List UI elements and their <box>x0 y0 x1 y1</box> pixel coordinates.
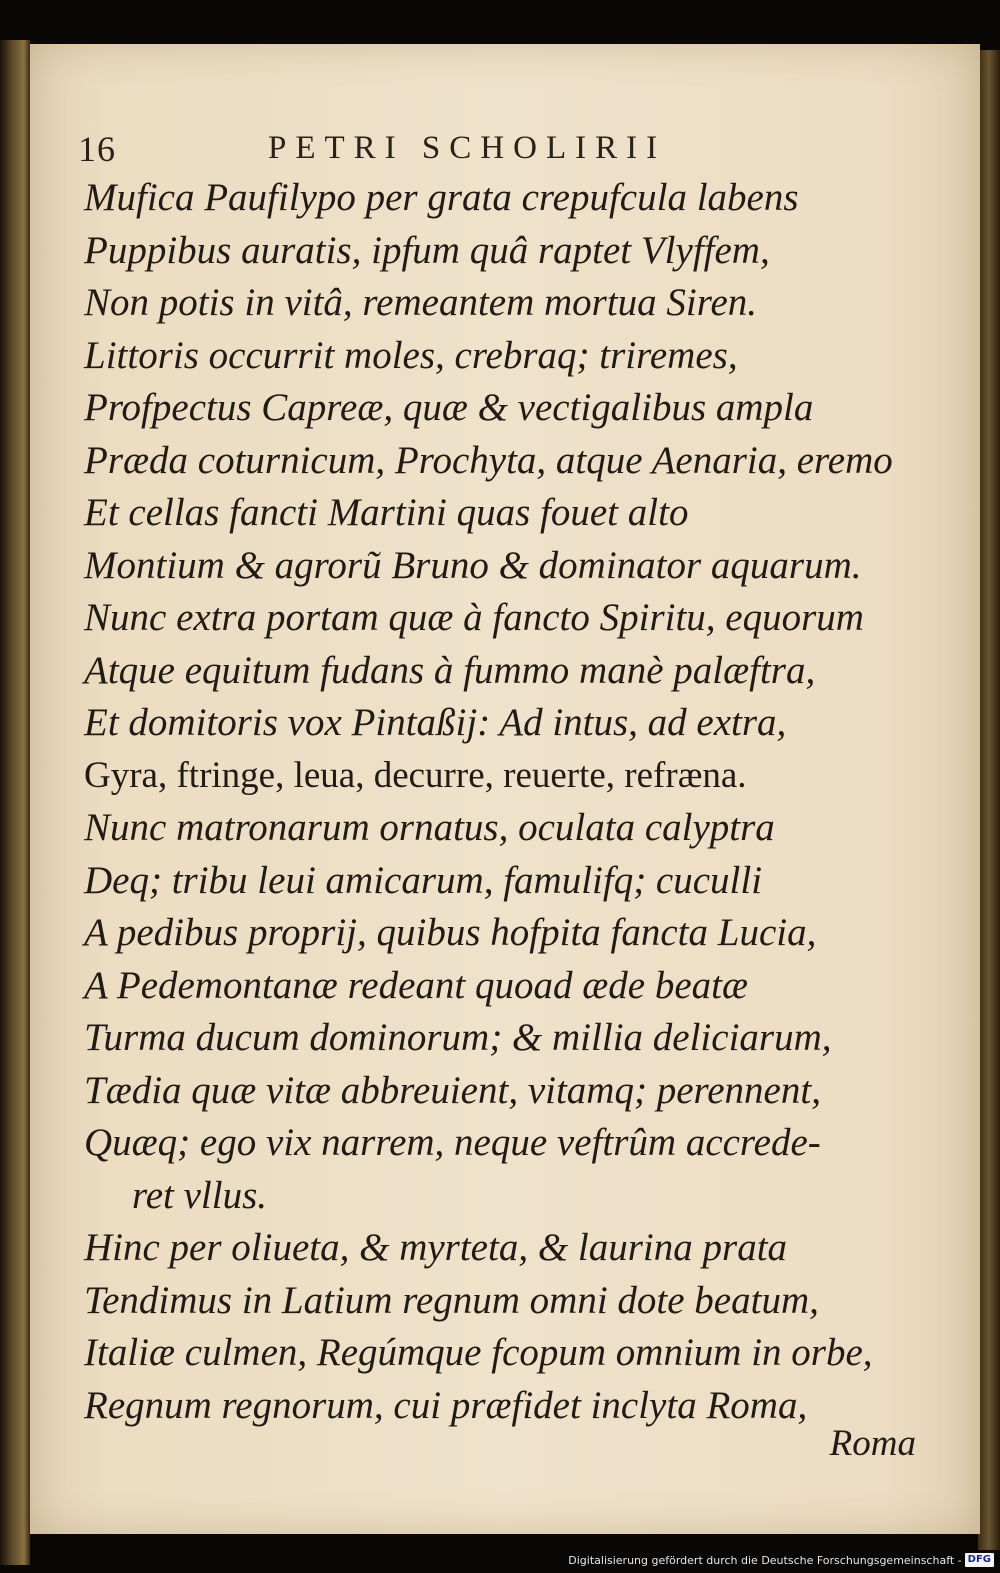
verse-line: Hinc per oliueta, & myrteta, & laurina prata <box>84 1226 788 1269</box>
book-cover-left-edge <box>0 40 30 1565</box>
verse-line: Puppibus auratis, ipfum quâ raptet Vlyffem, <box>84 228 770 272</box>
running-head <box>78 128 920 174</box>
verse-line: Mufica Paufilypo per grata crepufcula labens <box>84 176 799 219</box>
verse-line: Et cellas fancti Martini quas fouet alto <box>84 491 689 534</box>
verse-line: Montium & agrorũ Bruno & dominator aquarum. <box>84 543 862 587</box>
verse-line: Gyra, ftringe, leua, decurre, reuerte, refræna. <box>84 754 747 796</box>
book-cover-right-edge <box>978 50 1000 1550</box>
verse-line: Tædia quæ vitæ abbreuient, vitamq; perennent, <box>84 1068 821 1112</box>
catchword: Roma <box>829 1423 916 1464</box>
verse-line: Deq; tribu leui amicarum, famulifq; cuculli <box>84 858 763 902</box>
verse-line: Regnum regnorum, cui præfidet inclyta Roma, <box>84 1383 808 1427</box>
credit-text: Digitalisierung gefördert durch die Deutsche Forschungsgemeinschaft - <box>568 1553 962 1567</box>
verse-body <box>84 172 950 1432</box>
verse-line: Non potis in vitâ, remeantem mortua Siren. <box>84 281 758 324</box>
book-page <box>30 44 980 1534</box>
page-number: 16 <box>78 129 116 169</box>
verse-line: Quæq; ego vix narrem, neque veftrûm accrede- <box>84 1121 821 1164</box>
verse-line: Tendimus in Latium regnum omni dote beatum, <box>84 1278 819 1322</box>
verse-line: Præda coturnicum, Prochyta, atque Aenaria, eremo <box>84 438 893 482</box>
verse-line: Profpectus Capreæ, quæ & vectigalibus ampla <box>84 386 814 429</box>
verse-line: Turma ducum dominorum; & millia deliciarum, <box>84 1016 832 1059</box>
verse-line: Italiæ culmen, Regúmque fcopum omnium in orbe, <box>84 1331 873 1374</box>
dfg-logo: DFG <box>965 1553 994 1567</box>
verse-line: A Pedemontanæ redeant quoad æde beatæ <box>84 963 748 1007</box>
verse-line: Littoris occurrit moles, crebraq; triremes, <box>84 333 738 377</box>
verse-line: ret vllus. <box>132 1173 268 1217</box>
running-title: PETRI SCHOLIRII <box>268 130 667 166</box>
verse-line: Nunc matronarum ornatus, oculata calyptra <box>84 806 775 849</box>
verse-line: Atque equitum fudans à fummo manè palæftra, <box>84 648 816 692</box>
verse-line: Et domitoris vox Pintaßij: Ad intus, ad extra, <box>84 701 787 744</box>
digitization-credit <box>568 1551 994 1569</box>
verse-line: Nunc extra portam quæ à fancto Spiritu, equorum <box>84 596 864 639</box>
verse-line: A pedibus proprij, quibus hofpita fancta Lucia, <box>84 911 817 954</box>
